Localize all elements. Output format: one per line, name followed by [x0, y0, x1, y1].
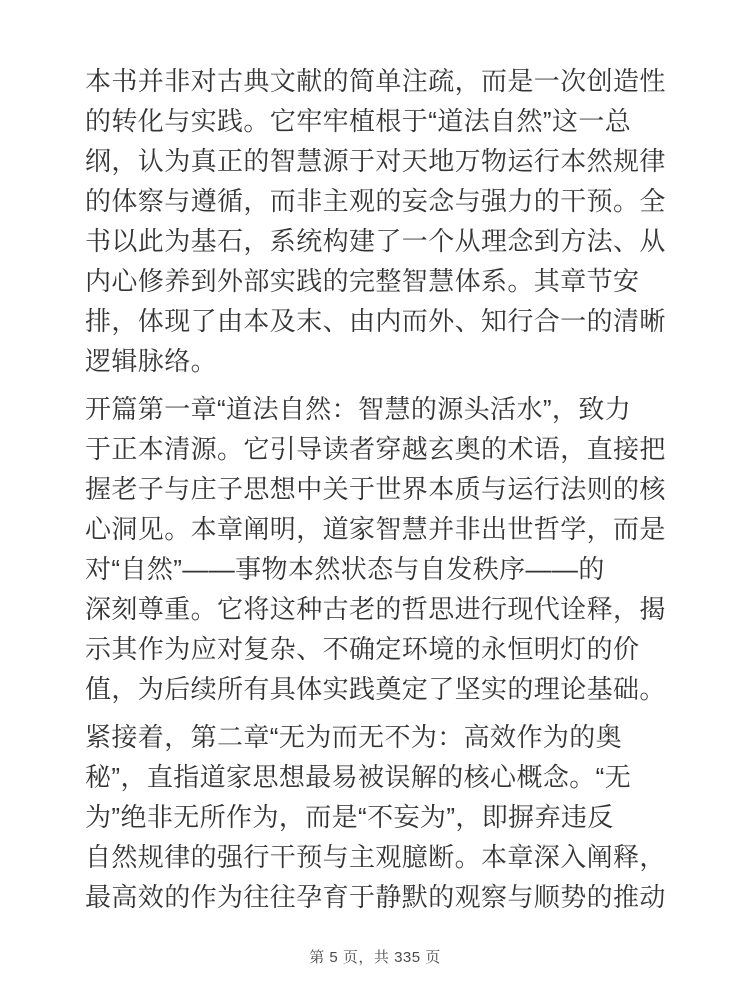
text-line: 纲，认为真正的智慧源于对天地万物运行本然规律	[85, 146, 666, 176]
text-line: 逻辑脉络。	[85, 346, 218, 376]
text-line: 于正本清源。它引导读者穿越玄奥的术语，直接把	[85, 434, 666, 464]
text-line: 值，为后续所有具体实践奠定了坚实的理论基础。	[85, 674, 666, 704]
text-line: 示其作为应对复杂、不确定环境的永恒明灯的价	[85, 634, 640, 664]
text-line: 最高效的作为往往孕育于静默的观察与顺势的推动	[85, 882, 666, 912]
text-line: 为”绝非无所作为，而是“不妄为”，即摒弃违反	[85, 802, 614, 832]
text-line: 紧接着，第二章“无为而无不为：高效作为的奥	[85, 722, 623, 752]
text-line: 内心修养到外部实践的完整智慧体系。其章节安	[85, 266, 640, 296]
text-line: 对“自然”——事物本然状态与自发秩序——的	[85, 554, 605, 584]
text-line: 心洞见。本章阐明，道家智慧并非出世哲学，而是	[85, 514, 666, 544]
page-number-footer: 第 5 页，共 335 页	[309, 949, 441, 966]
paragraph-1	[85, 61, 675, 381]
text-line: 握老子与庄子思想中关于世界本质与运行法则的核	[85, 474, 666, 504]
text-line: 书以此为基石，系统构建了一个从理念到方法、从	[85, 226, 666, 256]
document-body	[85, 61, 675, 925]
text-line: 本书并非对古典文献的简单注疏，而是一次创造性	[85, 66, 666, 96]
text-line: 秘”，直指道家思想最易被误解的核心概念。“无	[85, 762, 632, 792]
text-line: 深刻尊重。它将这种古老的哲思进行现代诠释，揭	[85, 594, 666, 624]
text-line: 的体察与遵循，而非主观的妄念与强力的干预。全	[85, 186, 666, 216]
text-line: 的转化与实践。它牢牢植根于“道法自然”这一总	[85, 106, 632, 136]
text-line: 自然规律的强行干预与主观臆断。本章深入阐释，	[85, 842, 666, 872]
text-line: 开篇第一章“道法自然：智慧的源头活水”，致力	[85, 394, 632, 424]
paragraph-2	[85, 389, 675, 709]
text-line: 排，体现了由本及末、由内而外、知行合一的清晰	[85, 306, 666, 336]
paragraph-3	[85, 717, 675, 917]
